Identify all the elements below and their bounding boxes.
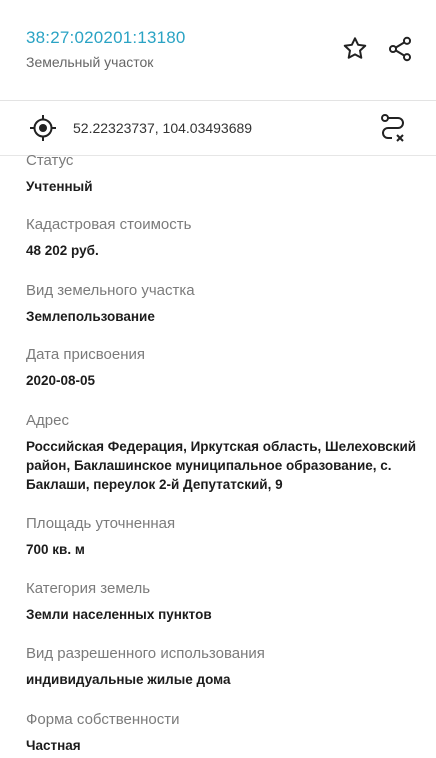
field-value: индивидуальные жилые дома: [26, 672, 231, 687]
field-permitted-use: [26, 644, 426, 689]
field-value: 2020-08-05: [26, 373, 96, 388]
field-label: Форма собственности: [26, 711, 180, 728]
field-label: Статус: [26, 152, 74, 169]
field-assign-date: [26, 345, 426, 390]
route-button[interactable]: [376, 111, 410, 145]
share-icon: [386, 35, 414, 63]
field-label: Адрес: [26, 412, 69, 429]
favorite-button[interactable]: [338, 32, 372, 66]
field-label: Категория земель: [26, 580, 151, 597]
field-status: [26, 151, 426, 196]
field-label: Вид разрешенного использования: [26, 645, 265, 662]
route-icon: [376, 111, 410, 145]
header: [0, 0, 436, 92]
locate-button[interactable]: [28, 113, 58, 143]
field-value: Земли населенных пунктов: [26, 607, 212, 622]
star-outline-icon: [341, 35, 369, 63]
object-type: Земельный участок: [26, 54, 154, 70]
field-label: Вид земельного участка: [26, 282, 195, 299]
share-button[interactable]: [383, 32, 417, 66]
field-cadastral-value: [26, 215, 426, 260]
field-value: 48 202 руб.: [26, 243, 99, 258]
field-address: [26, 411, 426, 494]
details-list[interactable]: [0, 146, 436, 758]
field-label: Площадь уточненная: [26, 515, 176, 532]
field-value: Землепользование: [26, 309, 155, 324]
field-area: [26, 514, 426, 559]
field-value: Российская Федерация, Иркутская область, Шелеховский район, Баклашинское муниципальное образование, с. Баклаши, переулок 2-й Депутатский, 9: [26, 439, 417, 492]
field-land-category: [26, 579, 426, 624]
crosshair-icon: [28, 113, 58, 143]
field-label: Дата присвоения: [26, 346, 145, 363]
field-land-type: [26, 281, 426, 326]
field-value: 700 кв. м: [26, 542, 85, 557]
cadastral-number[interactable]: 38:27:020201:13180: [26, 28, 186, 47]
field-value: Частная: [26, 738, 81, 753]
field-value: Учтенный: [26, 179, 93, 194]
field-label: Кадастровая стоимость: [26, 216, 192, 233]
field-ownership: [26, 710, 426, 755]
coordinates-text[interactable]: 52.22323737, 104.03493689: [73, 120, 253, 136]
